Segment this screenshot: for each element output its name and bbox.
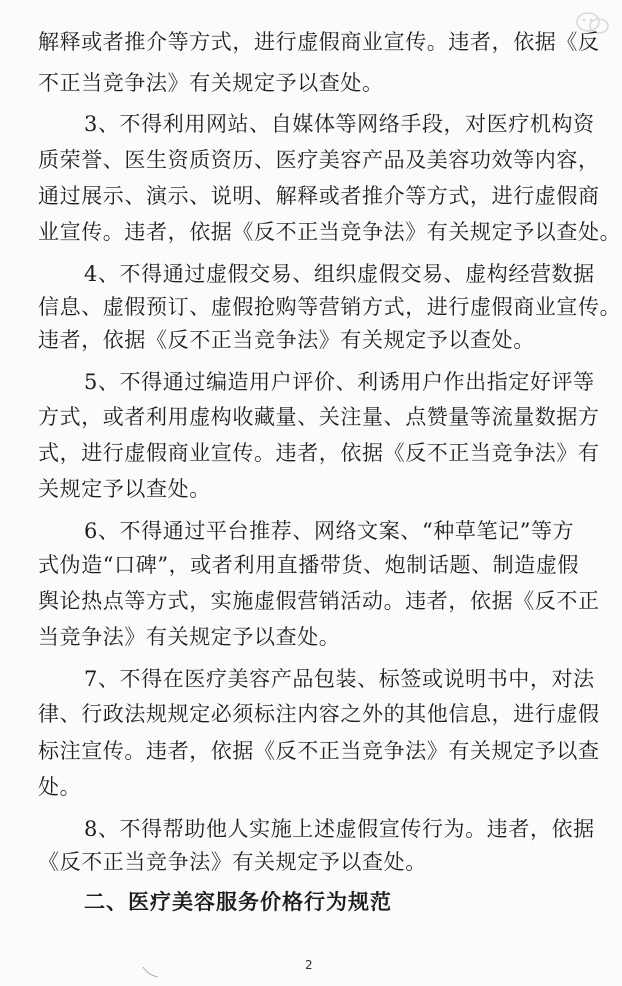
text-line: 信息、虚假预订、虚假抢购等营销方式，进行虚假商业宣传。 [38, 295, 622, 319]
text-line: 4、不得通过虚假交易、组织虚假交易、虚构经营数据 [84, 262, 595, 286]
text-line: 舆论热点等方式，实施虚假营销活动。违者，依据《反不正 [38, 589, 600, 613]
text-line: 3、不得利用网站、自媒体等网络手段，对医疗机构资 [84, 112, 595, 136]
text-line: 违者，依据《反不正当竞争法》有关规定予以查处。 [38, 328, 535, 352]
text-line: 式伪造“口碑”，或者利用直播带货、炮制话题、制造虚假 [38, 553, 580, 577]
text-line: 5、不得通过编造用户评价、利诱用户作出指定好评等 [84, 370, 595, 394]
text-line: 通过展示、演示、说明、解释或者推介等方式，进行虚假商 [38, 184, 600, 208]
text-line: 标注宣传。违者，依据《反不正当竞争法》有关规定予以查 [38, 739, 600, 763]
text-line: 不正当竞争法》有关规定予以查处。 [38, 71, 384, 95]
text-line: 律、行政法规规定必须标注内容之外的其他信息，进行虚假 [38, 702, 600, 726]
text-line: 6、不得通过平台推荐、网络文案、“种草笔记”等方 [84, 519, 575, 543]
text-line: 7、不得在医疗美容产品包装、标签或说明书中，对法 [84, 667, 595, 691]
text-line: 方式，或者利用虚构收藏量、关注量、点赞量等流量数据方 [38, 405, 600, 429]
text-line: 式，进行虚假商业宣传。违者，依据《反不正当竞争法》有 [38, 441, 600, 465]
text-line: 关规定予以查处。 [38, 477, 211, 501]
text-line: 业宣传。违者，依据《反不正当竞争法》有关规定予以查处。 [38, 220, 622, 244]
text-line: 处。 [38, 775, 82, 799]
text-line: 8、不得帮助他人实施上述虚假宣传行为。违者，依据 [84, 817, 595, 841]
text-line: 当竞争法》有关规定予以查处。 [38, 625, 341, 649]
section-heading: 二、医疗美容服务价格行为规范 [84, 890, 392, 914]
scan-mark [142, 965, 160, 979]
text-line: 质荣誉、医生资质资历、医疗美容产品及美容功效等内容， [38, 148, 600, 172]
page-number: 2 [305, 958, 313, 972]
text-line: 《反不正当竞争法》有关规定予以查处。 [38, 850, 427, 874]
text-line: 解释或者推介等方式，进行虚假商业宣传。违者，依据《反 [38, 30, 600, 54]
